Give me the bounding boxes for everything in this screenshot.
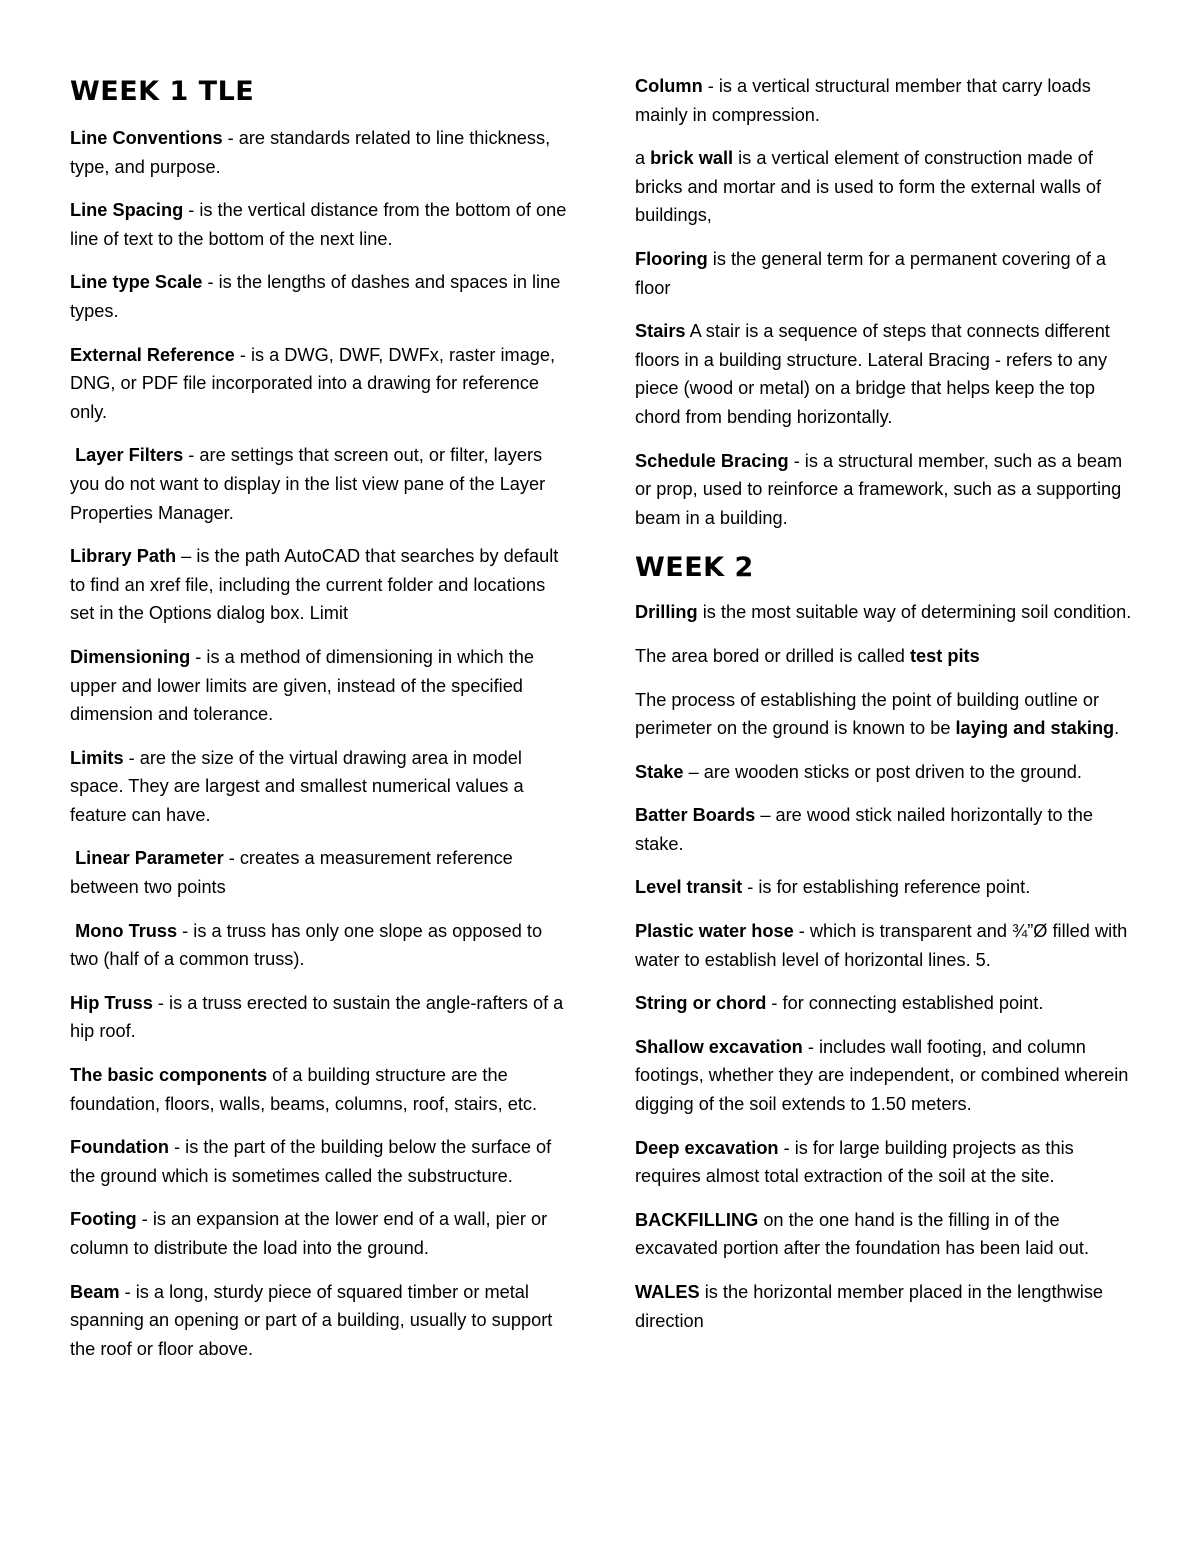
left-column [70, 72, 570, 1378]
definition-text: is the most suitable way of determining soil condition. [697, 602, 1132, 623]
definition-text: - includes wall footing, and column footings, whether they are independent, or combined wherein digging of the soil extends to 1.50 meters. [635, 1036, 1129, 1115]
definition-text: - is a long, sturdy piece of squared timber or metal spanning an opening or part of a building, usually to support the roof or floor above. [70, 1281, 553, 1359]
definition-text: - creates a measurement reference between two points [70, 848, 513, 898]
definition-text: - is a method of dimensioning in which the upper and lower limits are given, instead of the specified dimension and tolerance. [70, 646, 534, 725]
definition-term: Batter Boards [635, 805, 756, 826]
definition-paragraph [635, 1206, 1140, 1263]
definition-paragraph [635, 801, 1140, 858]
definition-paragraph [635, 989, 1140, 1018]
definition-term: Column [635, 76, 703, 96]
definition-text: A stair is a sequence of steps that connects different floors in a building structure. Lateral Bracing - refers to any piece (wood or metal) on a bridge that helps keep the top chord from bending horizontally. [635, 321, 1110, 427]
definition-text: - is for establishing reference point. [742, 877, 1031, 898]
definition-term: Deep excavation [635, 1137, 779, 1158]
definition-text: – are wood stick nailed horizontally to the stake. [635, 805, 1093, 854]
definition-paragraph [70, 1278, 570, 1364]
definition-term: Flooring [635, 248, 708, 269]
definition-lead: The process of establishing the point of building outline or perimeter on the ground is known to be [635, 689, 1105, 739]
week-2-heading: WEEK 2 [635, 552, 754, 584]
definition-term: Linear Parameter [75, 848, 224, 869]
definition-paragraph [635, 1278, 1140, 1335]
definition-paragraph [635, 598, 1140, 627]
definition-paragraph [70, 844, 570, 901]
definition-paragraph [70, 989, 570, 1046]
definition-term: BACKFILLING [635, 1209, 759, 1230]
definition-text: of a building structure are the foundation, floors, walls, beams, columns, roof, stairs, etc. [70, 1065, 538, 1114]
definition-paragraph [70, 441, 570, 527]
definition-term: Line Conventions [70, 128, 223, 148]
definition-text: - is an expansion at the lower end of a wall, pier or column to distribute the load into the ground. [70, 1209, 548, 1258]
definition-text: - is for large building projects as this requires almost total extraction of the soil at the site. [635, 1137, 1074, 1187]
definition-text: - are settings that screen out, or filter, layers you do not want to display in the list view pane of the Layer Properties Manager. [70, 445, 546, 523]
definition-text: - is a DWG, DWF, DWFx, raster image, DNG, or PDF file incorporated into a drawing for reference only. [70, 344, 556, 422]
definition-term: Beam [70, 1281, 120, 1302]
definition-term: test pits [909, 645, 980, 666]
definition-text: - is a truss has only one slope as opposed to two (half of a common truss). [70, 920, 543, 970]
definition-term: Layer Filters [75, 445, 184, 466]
right-column [635, 72, 1140, 1350]
definition-term: laying and staking [955, 718, 1115, 739]
definition-text: - are the size of the virtual drawing area in model space. They are largest and smallest numerical values a feature can have. [70, 747, 524, 825]
definition-term: Level transit [635, 877, 743, 898]
definition-paragraph [635, 642, 1140, 671]
definition-paragraph [70, 268, 570, 325]
definition-text: - is the part of the building below the surface of the ground which is sometimes called the substructure. [70, 1137, 552, 1186]
definition-term: brick wall [650, 148, 734, 169]
definition-term: Line Spacing [70, 200, 184, 221]
definition-term: Hip Truss [70, 992, 153, 1013]
definition-term: WALES [635, 1282, 700, 1302]
right-bottom-entries [635, 598, 1140, 1335]
definition-text: - is a vertical structural member that carry loads mainly in compression. [635, 76, 1091, 125]
definition-paragraph [635, 447, 1140, 533]
definition-term: The basic components [70, 1065, 268, 1086]
definition-term: External Reference [70, 344, 235, 365]
definition-term: Drilling [635, 602, 698, 623]
definition-paragraph [635, 873, 1140, 902]
definition-term: Foundation [70, 1137, 169, 1158]
week-1-heading: WEEK 1 TLE [70, 76, 255, 107]
definition-term: Footing [70, 1209, 137, 1230]
definition-paragraph [70, 643, 570, 729]
definition-paragraph [70, 124, 570, 181]
definition-paragraph [635, 144, 1140, 230]
definition-text: - are standards related to line thickness, type, and purpose. [70, 128, 551, 177]
definition-term: Mono Truss [75, 920, 178, 941]
definition-term: Line type Scale [70, 272, 203, 293]
definition-lead: a [635, 148, 651, 169]
definition-term: String or chord [635, 993, 767, 1014]
definition-text: . [1114, 718, 1120, 739]
definition-term: Plastic water hose [635, 921, 794, 942]
definition-term: Library Path [70, 546, 177, 567]
definition-paragraph [70, 1133, 570, 1190]
definition-text: is the horizontal member placed in the lengthwise direction [635, 1282, 1104, 1331]
definition-paragraph [635, 1033, 1140, 1119]
definition-paragraph [70, 1205, 570, 1262]
definition-text: – is the path AutoCAD that searches by default to find an xref file, including the current folder and locations set in the Options dialog box. Limit [70, 546, 559, 624]
definition-paragraph [70, 542, 570, 628]
definition-text: - for connecting established point. [766, 993, 1044, 1014]
definition-text: on the one hand is the filling in of the excavated portion after the foundation has been laid out. [635, 1209, 1090, 1259]
definition-paragraph [70, 1061, 570, 1118]
definition-paragraph [635, 758, 1140, 787]
definition-text: - is the lengths of dashes and spaces in line types. [70, 272, 561, 321]
left-entries [70, 124, 570, 1363]
definition-term: Dimensioning [70, 646, 191, 667]
definition-paragraph [70, 341, 570, 427]
definition-paragraph [635, 1134, 1140, 1191]
definition-text: - is the vertical distance from the bottom of one line of text to the bottom of the next line. [70, 200, 567, 249]
definition-paragraph [635, 317, 1140, 431]
definition-paragraph [635, 917, 1140, 974]
definition-paragraph [70, 917, 570, 974]
definition-paragraph [635, 72, 1140, 129]
definition-paragraph [635, 686, 1140, 743]
definition-term: Schedule Bracing [635, 450, 789, 471]
definition-text: – are wooden sticks or post driven to the ground. [683, 761, 1082, 782]
definition-text: is the general term for a permanent covering of a floor [635, 248, 1107, 298]
right-top-entries [635, 72, 1140, 532]
definition-text: - is a structural member, such as a beam or prop, used to reinforce a framework, such as a supporting beam in a building. [635, 450, 1123, 528]
definition-term: Stairs [635, 321, 686, 342]
definition-paragraph [635, 245, 1140, 302]
definition-text: - which is transparent and ¾”Ø filled with water to establish level of horizontal lines. 5. [635, 921, 1128, 970]
definition-text: - is a truss erected to sustain the angle-rafters of a hip roof. [70, 992, 564, 1042]
definition-text: is a vertical element of construction made of bricks and mortar and is used to form the external walls of buildings, [635, 148, 1102, 226]
definition-lead: The area bored or drilled is called [635, 645, 910, 666]
definition-paragraph [70, 196, 570, 253]
definition-paragraph [70, 744, 570, 830]
definition-term: Stake [635, 761, 684, 782]
definition-term: Shallow excavation [635, 1036, 803, 1057]
definition-term: Limits [70, 747, 124, 768]
